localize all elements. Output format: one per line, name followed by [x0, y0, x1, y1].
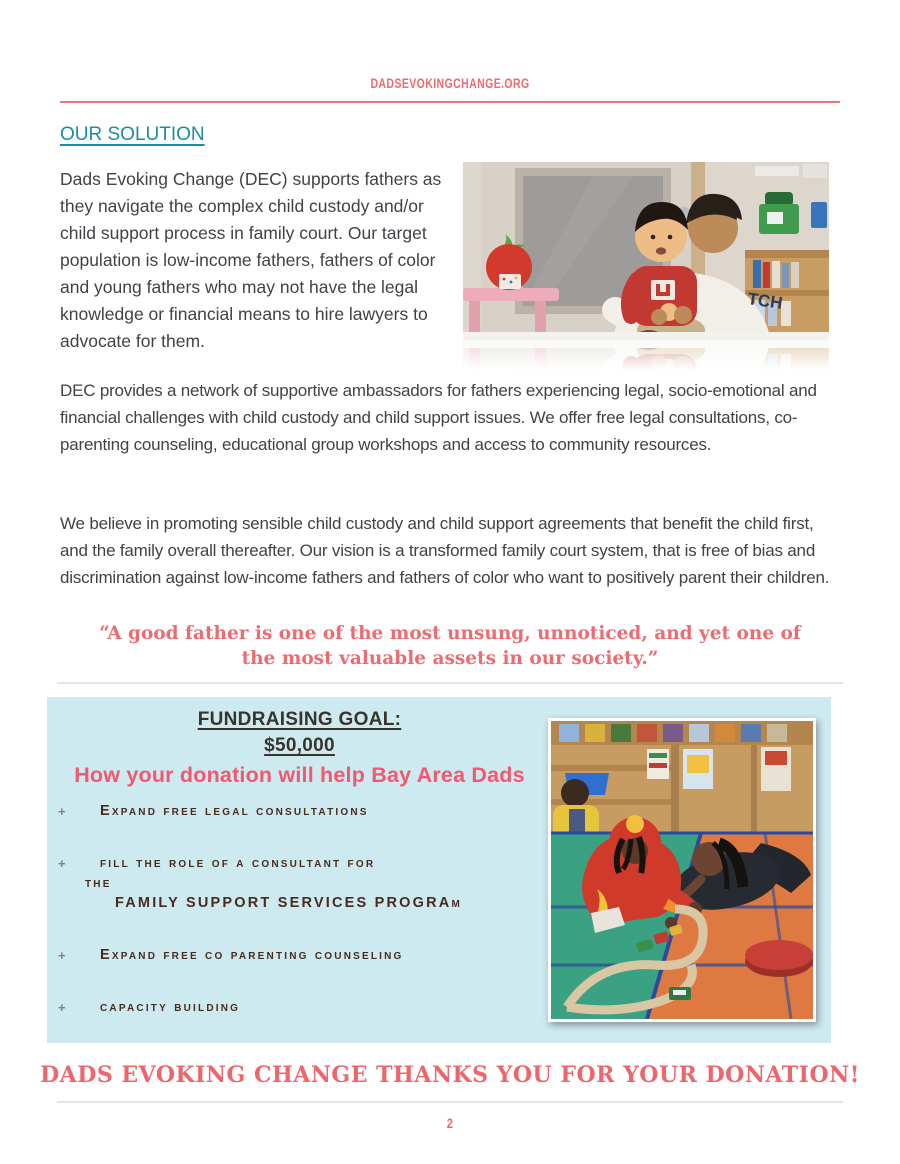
- fundraising-goal-label-text: FUNDRAISING GOAL:: [197, 709, 402, 730]
- goal-list-item: [47, 997, 552, 1017]
- divider-rule-top: [57, 682, 843, 684]
- goal-list-item: [47, 801, 552, 821]
- goal-list-item: [47, 853, 552, 913]
- donation-help-heading: How your donation will help Bay Area Dads: [74, 763, 525, 787]
- page-number: [0, 1115, 900, 1131]
- goal-item-line: FAMILY SUPPORT SERVICES PROGRAm: [115, 895, 462, 911]
- plus-bullet-icon: +: [58, 948, 66, 963]
- goal-list: [47, 801, 552, 1049]
- goal-item-line: Expand free legal consultations: [100, 803, 369, 819]
- photo-father-child-image: [463, 162, 829, 340]
- fundraising-box: [47, 697, 831, 1043]
- photo-classroom-play: [548, 718, 816, 1022]
- goal-list-item: [47, 945, 552, 965]
- photo-reflection-fade: [463, 340, 829, 373]
- photo-father-child: [463, 162, 829, 373]
- plus-bullet-icon: +: [58, 856, 66, 871]
- plus-bullet-icon: +: [58, 1000, 66, 1015]
- paragraph-dec-network: DEC provides a network of supportive ambassadors for fathers experiencing legal, socio-emotional and financial challenges with child custody and child support issues. We offer free legal consultations, co-parenting counseling, educational group workshops and access to community resources.: [60, 381, 817, 454]
- paragraph-dec-supports: Dads Evoking Change (DEC) supports fathers as they navigate the complex child custody and/or child support process in family court. Our target population is low-income fathers, fathers of color and young fathers who may not have the legal knowledge or financial means to hire lawyers to advocate for them.: [60, 169, 442, 351]
- photo-reflection: [463, 340, 829, 373]
- plus-bullet-icon: +: [58, 804, 66, 819]
- goal-item-line: Expand free co parenting counseling: [100, 947, 404, 963]
- divider-rule-bottom: [57, 1101, 843, 1103]
- fundraising-goal-amount: [47, 735, 552, 757]
- goal-item-line: the: [85, 875, 112, 891]
- fundraising-goal-amount-text: $50,000: [264, 735, 335, 756]
- header-site-url: [0, 76, 900, 91]
- header-site-url-text: DADSEVOKINGCHANGE.ORG: [370, 76, 530, 91]
- header-rule: [60, 101, 840, 103]
- paragraph-we-believe: We believe in promoting sensible child custody and child support agreements that benefit the child first, and the family overall thereafter. Our vision is a transformed family court system, that is free of bias and discrimination against low-income fathers and fathers of color who want to positively parent their children.: [60, 514, 830, 587]
- goal-item-line: capacity building: [100, 999, 241, 1015]
- fundraising-goal-label: [47, 709, 552, 731]
- goal-item-line: fill the role of a consultant for: [100, 855, 376, 871]
- pull-quote: “A good father is one of the most unsung, unnoticed, and yet one of the most valuable assets in our society.”: [99, 623, 801, 669]
- thank-you-message: DADS EVOKING CHANGE THANKS YOU FOR YOUR DONATION!: [40, 1062, 860, 1088]
- page-number-text: 2: [446, 1115, 454, 1131]
- intro-section: [60, 160, 840, 375]
- section-heading-our-solution: OUR SOLUTION: [60, 124, 205, 145]
